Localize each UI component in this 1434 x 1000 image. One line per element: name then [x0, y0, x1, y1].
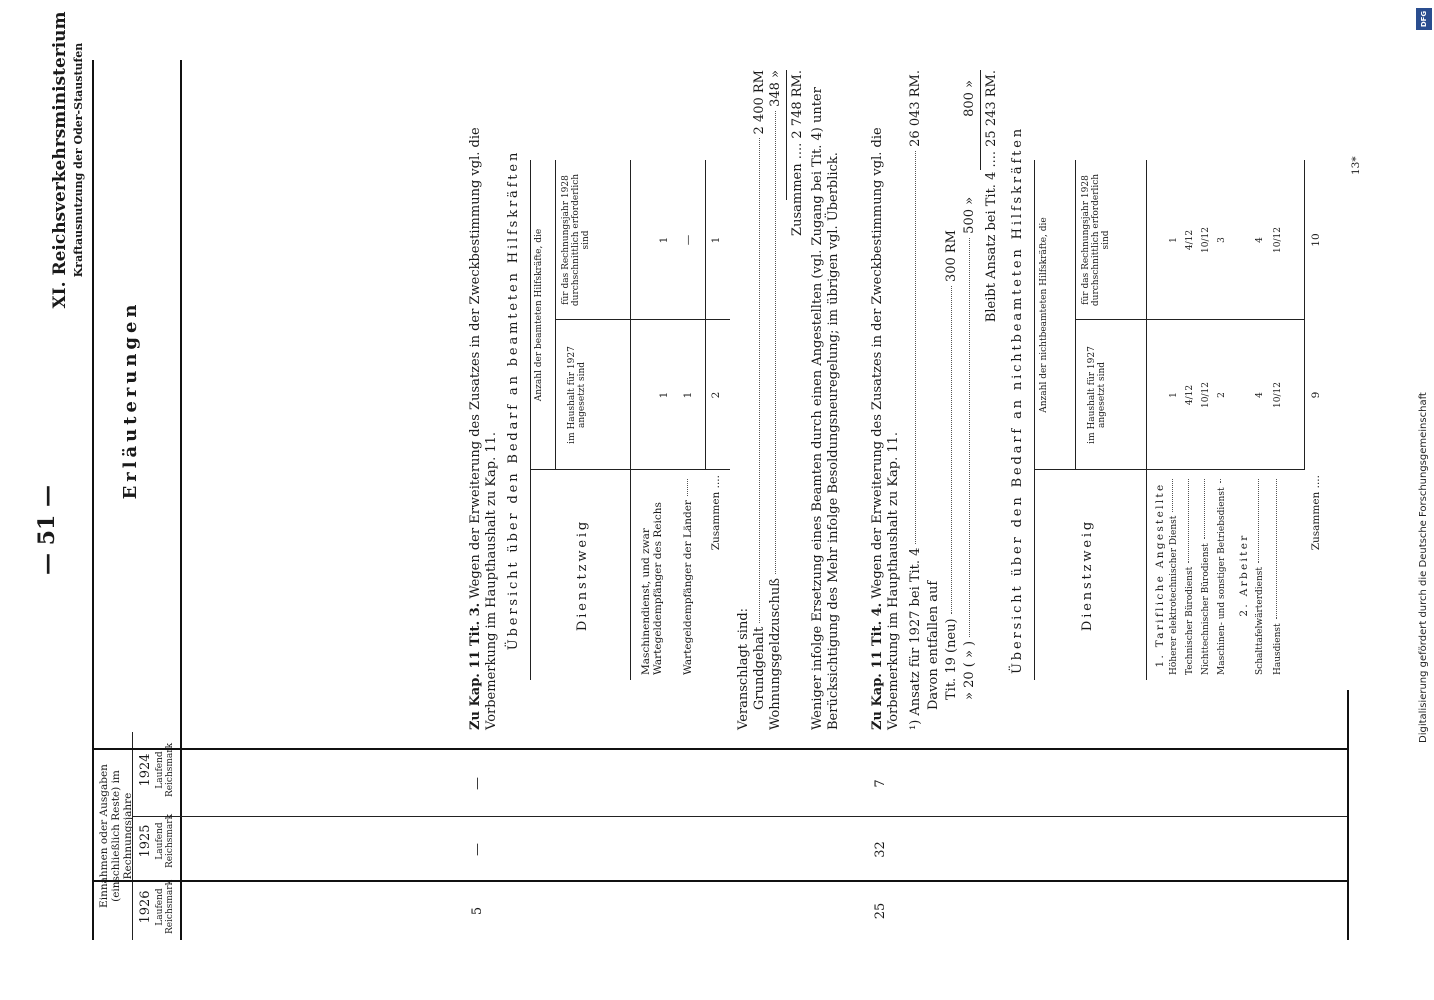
footer-mark: 13* [1350, 156, 1362, 175]
value-1924-row1: — [470, 777, 485, 790]
chapter-title: XI. Reichsverkehrsministerium [50, 11, 70, 309]
value-1925-row1: — [470, 843, 485, 856]
t1-row-1 [640, 475, 664, 675]
veranschlagt-sum-rule [786, 70, 787, 200]
header-rule-top [92, 60, 94, 940]
tit-sum-value: 800 » [962, 80, 977, 117]
col-sep-1925 [132, 816, 1347, 817]
amount-group-header: Einnahmen oder Ausgaben (einschließlich Reste) im Rechnungsjahre [98, 764, 135, 908]
t2-col-1927: im Haushalt für 1927 angesetzt sind [1087, 346, 1107, 444]
bleibt-label: Bleibt Ansatz bei Tit. 4 .... [984, 151, 999, 323]
t2-total-label: Zusammen .... [1310, 475, 1322, 551]
unit-1926: Laufend Reichsmark [155, 879, 175, 935]
t1-total-label: Zusammen .... [710, 475, 722, 551]
unit-1924: Laufend Reichsmark [155, 742, 175, 798]
section1-table-caption: Übersicht über den Bedarf an beamteten Hilfskräften [506, 149, 521, 651]
t1-row-1-1927: 1 [658, 391, 670, 399]
t2-row1-3-1927: 10/12 [1201, 382, 1211, 408]
t2-row1-2 [1186, 475, 1196, 675]
dfg-sidebar [1414, 0, 1434, 1000]
ansatz-row [908, 70, 924, 730]
year-1926: 1926 [138, 890, 153, 924]
t2-row2-1-label: Schalttafelwärterdienst [1255, 567, 1265, 675]
t1-col-group: Anzahl der beamteten Hilfskräfte, die [534, 228, 544, 402]
section2-paragraph [870, 70, 903, 730]
tit20-row [962, 80, 978, 700]
t2-row1-1 [1170, 475, 1180, 675]
t2-row1-4-1928: 3 [1217, 237, 1227, 243]
erlaeuterungen-heading: Erläuterungen [120, 300, 141, 500]
col-sep-1924 [92, 748, 1347, 750]
grundgehalt-label: Grundgehalt [752, 626, 767, 710]
bleibt-value: 25 243 RM. [984, 70, 999, 147]
tit19-label: Tit. 19 (neu) [944, 618, 959, 700]
t2-row2-2-label: Hausdienst [1273, 623, 1283, 675]
chapter-subtitle: Kraftausnutzung der Oder-Staustufen [72, 42, 85, 278]
t2-row1-1-1928: 1 [1169, 237, 1179, 243]
grundgehalt-value: 2 400 RM [752, 70, 767, 135]
veranschlagt-total-label: Zusammen .... [790, 142, 805, 236]
t2-total-rule [1304, 160, 1305, 470]
veranschlagt-total [790, 70, 806, 400]
ansatz-label: ¹) Ansatz für 1927 bei Tit. 4 [908, 547, 923, 730]
section2-title: Zu Kap. 11 Tit. 4. [870, 602, 885, 730]
t2-row1-4-label: Maschinen- und sonstiger Betriebsdienst [1217, 487, 1227, 675]
t2-total-1927: 9 [1310, 391, 1322, 399]
wohnung-row [768, 70, 784, 730]
t2-row1-4-1927: 2 [1217, 392, 1227, 398]
header-rule-bottom [180, 60, 182, 940]
t2-total-1928: 10 [1310, 233, 1322, 247]
t2-top-rule [1034, 160, 1035, 680]
t2-col-dienst: Dienstzweig [1080, 518, 1095, 632]
section2-table-caption: Übersicht über den Bedarf an nichtbeamteten Hilfskräften [1010, 125, 1025, 675]
t1-row-2-label: Wartegeldempfänger der Länder [682, 500, 694, 675]
t1-top-rule [530, 160, 531, 680]
value-1924-row2: 7 [873, 779, 888, 788]
wohnung-label: Wohnungsgeldzuschuß [768, 578, 783, 730]
grundgehalt-row [752, 70, 768, 710]
t1-row-2-1928: — [682, 234, 694, 246]
bleibt-row [984, 70, 1000, 440]
t1-row-1-label: Maschinendienst, und zwar Wartegeldempfänger des Reichs [640, 502, 665, 675]
t1-sep-b [555, 319, 730, 320]
page-number: — 51 — [34, 485, 60, 575]
tit19-value: 300 RM [944, 230, 959, 283]
veranschlagt-total-value: 2 748 RM. [790, 70, 805, 139]
t1-row-2 [682, 475, 694, 675]
t1-total-1927: 2 [710, 391, 722, 399]
dfg-logo [1416, 8, 1432, 30]
tit20-value: 500 » [962, 196, 977, 234]
section2-text: Wegen der Erweiterung des Zusatzes in der Zweckbestimmung vgl. die Vorbemerkung im Haupthaushalt zu Kap. 11. [870, 127, 902, 730]
t2-row1-3 [1202, 475, 1212, 675]
section1-text: Wegen der Erweiterung des Zusatzes in der Zweckbestimmung vgl. die Vorbemerkung im Haupthaushalt zu Kap. 11. [468, 127, 500, 730]
value-1925-row2: 32 [873, 841, 888, 858]
unit-1925: Laufend Reichsmark [155, 813, 175, 869]
t2-row1-2-label: Technischer Bürodienst [1185, 566, 1195, 675]
value-1926-row1: 5 [470, 906, 485, 916]
year-1925: 1925 [138, 824, 153, 858]
t1-total-1928: 1 [710, 236, 722, 244]
t2-row1-1-1927: 1 [1169, 392, 1179, 398]
t2-row2-1-1927: 4 [1255, 392, 1265, 398]
veranschlagt-label: Veranschlagt sind: [736, 607, 751, 730]
t2-row1-1-label: Höherer elektrotechnischer Dienst [1169, 515, 1179, 675]
t2-group2: 2. Arbeiter [1238, 533, 1250, 617]
t1-head-rule [630, 160, 631, 680]
section1-paragraph [468, 70, 501, 730]
t2-row1-3-1928: 10/12 [1201, 227, 1211, 253]
year-1924: 1924 [138, 753, 153, 787]
t2-row1-3-label: Nichttechnischer Bürodienst [1201, 543, 1211, 675]
t2-row1-2-1928: 4/12 [1185, 229, 1195, 251]
t2-row2-2-1928: 10/12 [1273, 227, 1283, 253]
davon-label: Davon entfallen auf [926, 580, 941, 710]
amount-bottom-rule [1347, 690, 1349, 940]
value-1926-row2: 25 [873, 902, 888, 920]
t1-row-2-1927: 1 [682, 391, 694, 399]
wohnung-value: 348 » [768, 70, 783, 107]
t2-head-rule [1146, 160, 1147, 680]
t2-col-group: Anzahl der nichtbeamteten Hilfskräfte, die [1039, 217, 1049, 413]
t1-row-1-1928: 1 [658, 236, 670, 244]
tit20-label: » 20 ( » ) [962, 640, 977, 700]
bleibt-rule [980, 70, 981, 170]
t1-col-dienst: Dienstzweig [575, 518, 590, 632]
t2-group1: 1. Tarifliche Angestellte [1154, 482, 1166, 668]
t1-col-1927: im Haushalt für 1927 angesetzt sind [567, 346, 587, 444]
t2-group-rule [1075, 160, 1076, 470]
col-sep-1926 [92, 880, 1347, 882]
dfg-caption: Digitalisierung gefördert durch die Deutsche Forschungsgemeinschaft [1418, 392, 1429, 743]
t2-row2-1-1928: 4 [1255, 237, 1265, 243]
t1-total-rule [705, 160, 706, 470]
section1-title: Zu Kap. 11 Tit. 3. [468, 602, 483, 730]
t2-row2-2-1927: 10/12 [1273, 382, 1283, 408]
ansatz-value: 26 043 RM. [908, 70, 923, 147]
dfg-logo-text: DFG [1420, 10, 1428, 28]
t1-col-1928: für das Rechnungsjahr 1928 durchschnittlich erforderlich sind [561, 173, 591, 307]
t2-row2-1 [1256, 475, 1266, 675]
tit19-row [944, 230, 960, 700]
amount-header-rule [132, 732, 133, 940]
t2-row1-4 [1218, 475, 1228, 675]
weniger-text: Weniger infolge Ersetzung eines Beamten durch einen Angestellten (vgl. Zugang bei Tit. 4) unter Berücksichtigung des Mehr infolge Besoldungsneuregelung; im übrigen vgl. Überblick. [810, 87, 842, 730]
t1-group-rule [555, 160, 556, 470]
t2-row2-2 [1274, 475, 1284, 675]
t2-row1-2-1927: 4/12 [1185, 384, 1195, 406]
t2-col-1928: für das Rechnungsjahr 1928 durchschnittlich erforderlich sind [1081, 173, 1111, 307]
